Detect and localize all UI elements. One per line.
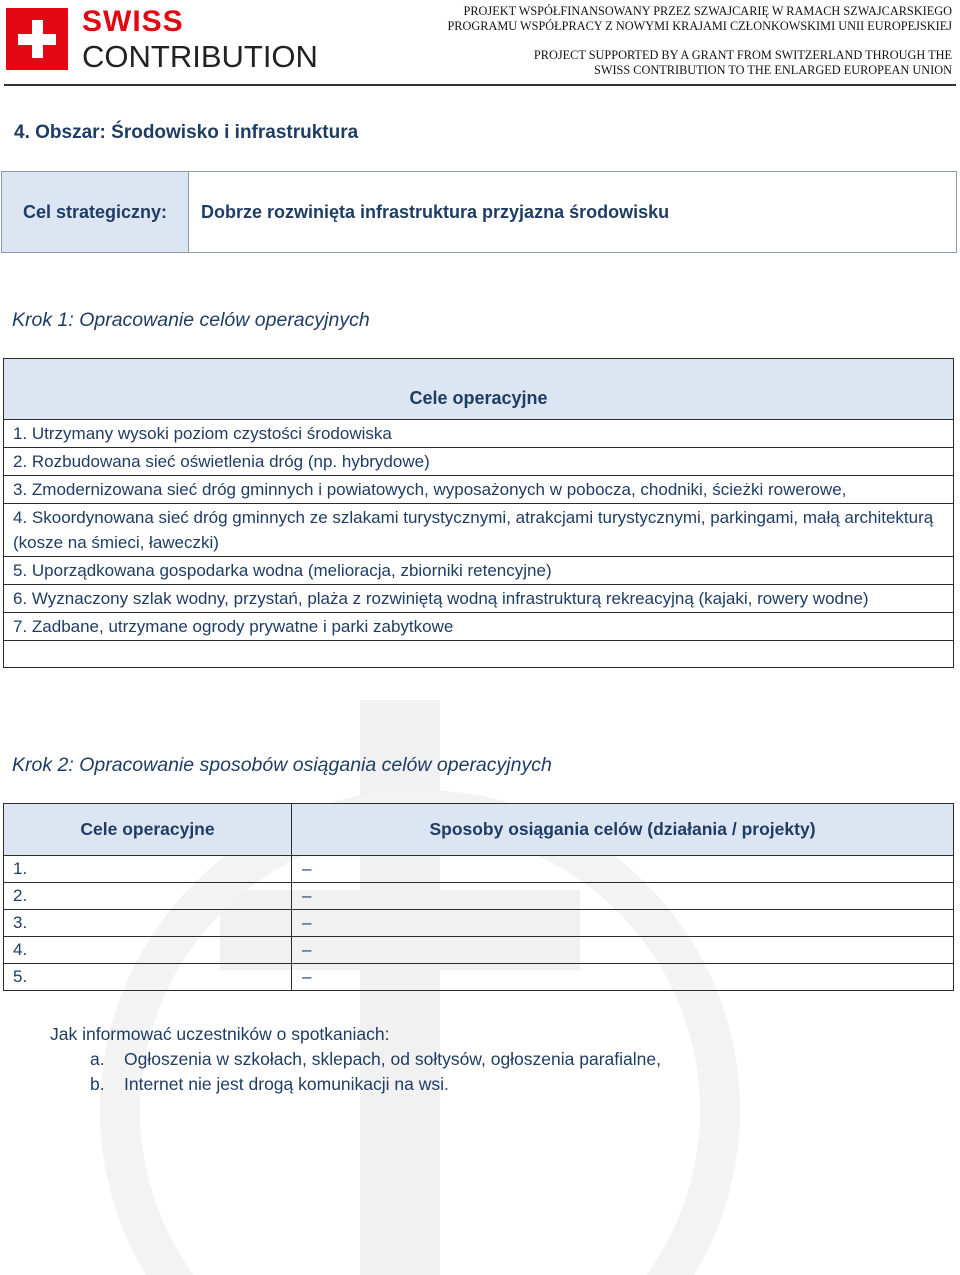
- table-row: 3. Zmodernizowana sieć dróg gminnych i powiatowych, wyposażonych w pobocza, chodniki, ścieżki rowerowe,: [4, 476, 954, 504]
- swiss-contribution-logo: [6, 5, 316, 73]
- goal-number: 2.: [4, 883, 292, 910]
- list-text: Internet nie jest drogą komunikacji na wsi.: [124, 1074, 449, 1094]
- strategic-goal-box: [1, 171, 957, 253]
- strategic-goal-value: Dobrze rozwinięta infrastruktura przyjazna środowisku: [201, 201, 670, 222]
- list-marker: b.: [90, 1074, 105, 1094]
- list-text: Ogłoszenia w szkołach, sklepach, od sołtysów, ogłoszenia parafialne,: [124, 1049, 661, 1069]
- operational-goals-table: [3, 358, 954, 668]
- action-placeholder: –: [292, 910, 954, 937]
- methods-col-actions-header: Sposoby osiągania celów (działania / projekty): [292, 804, 954, 856]
- goal-number: 4.: [4, 937, 292, 964]
- list-item: [50, 1047, 661, 1072]
- header-line-en-2: SWISS CONTRIBUTION TO THE ENLARGED EUROPEAN UNION: [594, 63, 952, 77]
- list-item: [50, 1072, 661, 1097]
- strategic-goal-label: Cel strategiczny:: [2, 172, 189, 252]
- list-marker: a.: [90, 1049, 105, 1069]
- operational-goals-header: Cele operacyjne: [4, 359, 954, 420]
- table-row: 4. Skoordynowana sieć dróg gminnych ze szlakami turystycznymi, atrakcjami turystycznymi, parkingami, małą architekturą (kosze na śmieci, ławeczki): [4, 504, 954, 557]
- table-row: [4, 910, 954, 937]
- table-row: [4, 856, 954, 883]
- logo-text-contribution: CONTRIBUTION: [82, 39, 318, 74]
- meeting-info-notes: [50, 1022, 661, 1097]
- header-divider: [4, 84, 956, 86]
- step2-title: Krok 2: Opracowanie sposobów osiągania celów operacyjnych: [12, 754, 552, 776]
- swiss-flag-icon: [6, 8, 68, 70]
- logo-text-swiss: SWISS: [82, 5, 184, 38]
- goal-number: 1.: [4, 856, 292, 883]
- area-title: 4. Obszar: Środowisko i infrastruktura: [14, 122, 359, 143]
- table-row: 7. Zadbane, utrzymane ogrody prywatne i parki zabytkowe: [4, 613, 954, 641]
- table-row: 1. Utrzymany wysoki poziom czystości środowiska: [4, 420, 954, 448]
- methods-table: [3, 803, 954, 991]
- header-line-pl-2: PROGRAMU WSPÓŁPRACY Z NOWYMI KRAJAMI CZŁONKOWSKIMI UNII EUROPEJSKIEJ: [447, 19, 952, 33]
- table-row: 6. Wyznaczony szlak wodny, przystań, plaża z rozwiniętą wodną infrastrukturą rekreacyjną (kajaki, rowery wodne): [4, 585, 954, 613]
- action-placeholder: –: [292, 937, 954, 964]
- table-row-empty: [4, 641, 954, 668]
- action-placeholder: –: [292, 964, 954, 991]
- action-placeholder: –: [292, 883, 954, 910]
- table-row: [4, 964, 954, 991]
- goal-number: 3.: [4, 910, 292, 937]
- table-row: [4, 937, 954, 964]
- header-line-pl-1: PROJEKT WSPÓŁFINANSOWANY PRZEZ SZWAJCARIĘ W RAMACH SZWAJCARSKIEGO: [463, 4, 952, 18]
- table-row: 2. Rozbudowana sieć oświetlenia dróg (np. hybrydowe): [4, 448, 954, 476]
- notes-intro: Jak informować uczestników o spotkaniach:: [50, 1024, 390, 1044]
- header-line-en-1: PROJECT SUPPORTED BY A GRANT FROM SWITZERLAND THROUGH THE: [533, 48, 952, 62]
- table-row: [4, 883, 954, 910]
- action-placeholder: –: [292, 856, 954, 883]
- goal-number: 5.: [4, 964, 292, 991]
- step1-title: Krok 1: Opracowanie celów operacyjnych: [12, 309, 370, 331]
- header-funding-note: [392, 4, 952, 78]
- methods-col-goals-header: Cele operacyjne: [4, 804, 292, 856]
- table-row: 5. Uporządkowana gospodarka wodna (melioracja, zbiorniki retencyjne): [4, 557, 954, 585]
